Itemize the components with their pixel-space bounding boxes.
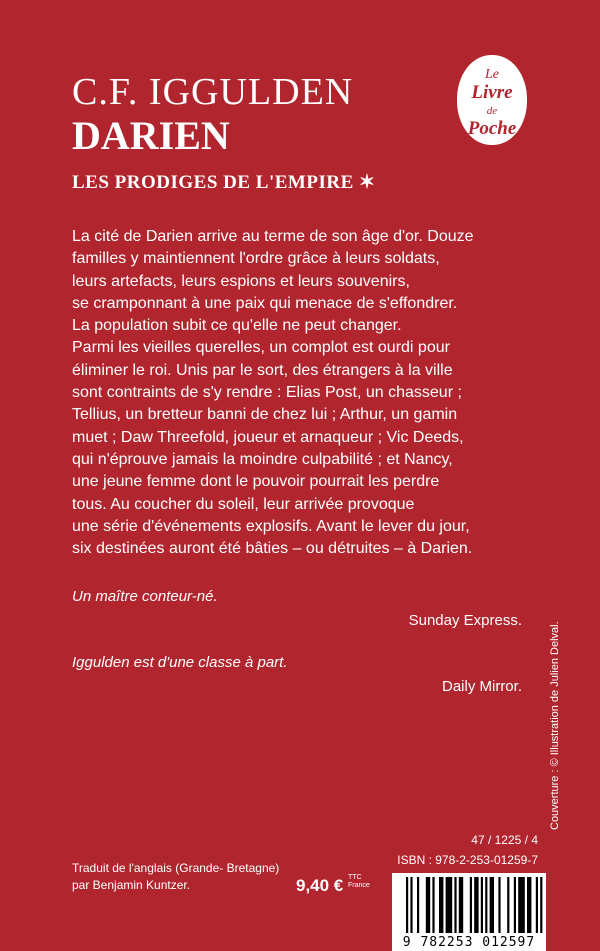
barcode-bar [470, 877, 472, 933]
isbn: ISBN : 978-2-253-01259-7 [397, 853, 538, 867]
barcode-bar [507, 877, 509, 933]
translator-note [72, 860, 279, 894]
translator-line: par Benjamin Kuntzer. [72, 878, 191, 892]
summary-line: se cramponnant à une paix qui menace de s'effondrer. [72, 294, 458, 312]
barcode-bar [498, 877, 500, 933]
press-quote: Un maître conteur-né. [72, 588, 218, 605]
press-quote: Iggulden est d'une classe à part. [72, 654, 288, 671]
logo-text-de: de [486, 105, 498, 117]
barcode-number: 9 782253 012597 [402, 935, 536, 950]
translator-line: Traduit de l'anglais (Grande- Bretagne) [72, 861, 280, 875]
book-summary [72, 226, 542, 560]
barcode-bar [514, 877, 516, 933]
logo-text-livre: Livre [471, 82, 513, 103]
summary-line: qui n'éprouve jamais la moindre culpabilité ; et Nancy, [72, 450, 453, 468]
quote-source: Sunday Express. [408, 612, 522, 629]
barcode-bar [454, 877, 456, 933]
summary-line: La cité de Darien arrive au terme de son âge d'or. Douze [72, 228, 474, 245]
barcode-bar [426, 877, 430, 933]
barcode-bars [392, 873, 546, 935]
price: 9,40 € [296, 876, 344, 895]
book-title: DARIEN [72, 113, 230, 158]
summary-line: sont contraints de s'y rendre : Elias Post, un chasseur ; [72, 384, 462, 402]
barcode-bar [459, 877, 463, 933]
barcode-bar [446, 877, 453, 933]
barcode-bar [410, 877, 412, 933]
reference-number: 47 / 1225 / 4 [471, 833, 538, 847]
logo-text-poche: Poche [467, 118, 517, 139]
summary-line: éliminer le roi. Unis par le sort, des étrangers à la ville [72, 361, 453, 379]
summary-line: six destinées auront été bâties – ou détruites – à Darien. [72, 540, 473, 558]
barcode-bar [518, 877, 525, 933]
summary-line: tous. Au coucher du soleil, leur arrivée provoque [72, 495, 415, 513]
barcode [392, 873, 546, 951]
publisher-logo [457, 55, 527, 145]
quote-source: Daily Mirror. [441, 678, 522, 695]
barcode-bar [432, 877, 434, 933]
summary-line: La population subit ce qu'elle ne peut changer. [72, 317, 402, 335]
summary-line: muet ; Daw Threefold, joueur et arnaqueur ; Vic Deeds, [72, 428, 464, 446]
barcode-bar [490, 877, 494, 933]
barcode-bar [540, 877, 542, 933]
summary-line: une jeune femme dont le pouvoir pourrait les perdre [72, 473, 440, 491]
barcode-bar [485, 877, 487, 933]
barcode-bar [481, 877, 483, 933]
summary-line: leurs artefacts, leurs espions et leurs souvenirs, [72, 272, 410, 290]
barcode-bar [527, 877, 531, 933]
series-subtitle: LES PRODIGES DE L'EMPIRE ✶ [72, 172, 376, 193]
barcode-bar [474, 877, 478, 933]
price-note-line: TTC [348, 874, 362, 881]
barcode-bar [439, 877, 443, 933]
summary-line: Tellius, un bretteur banni de chez lui ; Arthur, un gamin [72, 406, 458, 424]
author-name: C.F. IGGULDEN [72, 71, 354, 113]
cover-credit: Couverture : © Illustration de Julien Delval. [549, 621, 561, 830]
logo-text-le: Le [485, 67, 499, 82]
price-note [348, 874, 370, 890]
summary-line: Parmi les vieilles querelles, un complot est ourdi pour [72, 339, 450, 357]
price-note-line: France [348, 882, 370, 889]
summary-line: familles y maintiennent l'ordre grâce à leurs soldats, [72, 250, 440, 268]
summary-line: une série d'événements explosifs. Avant le lever du jour, [72, 517, 470, 535]
barcode-bar [417, 877, 419, 933]
barcode-bar [536, 877, 538, 933]
barcode-bar [406, 877, 408, 933]
